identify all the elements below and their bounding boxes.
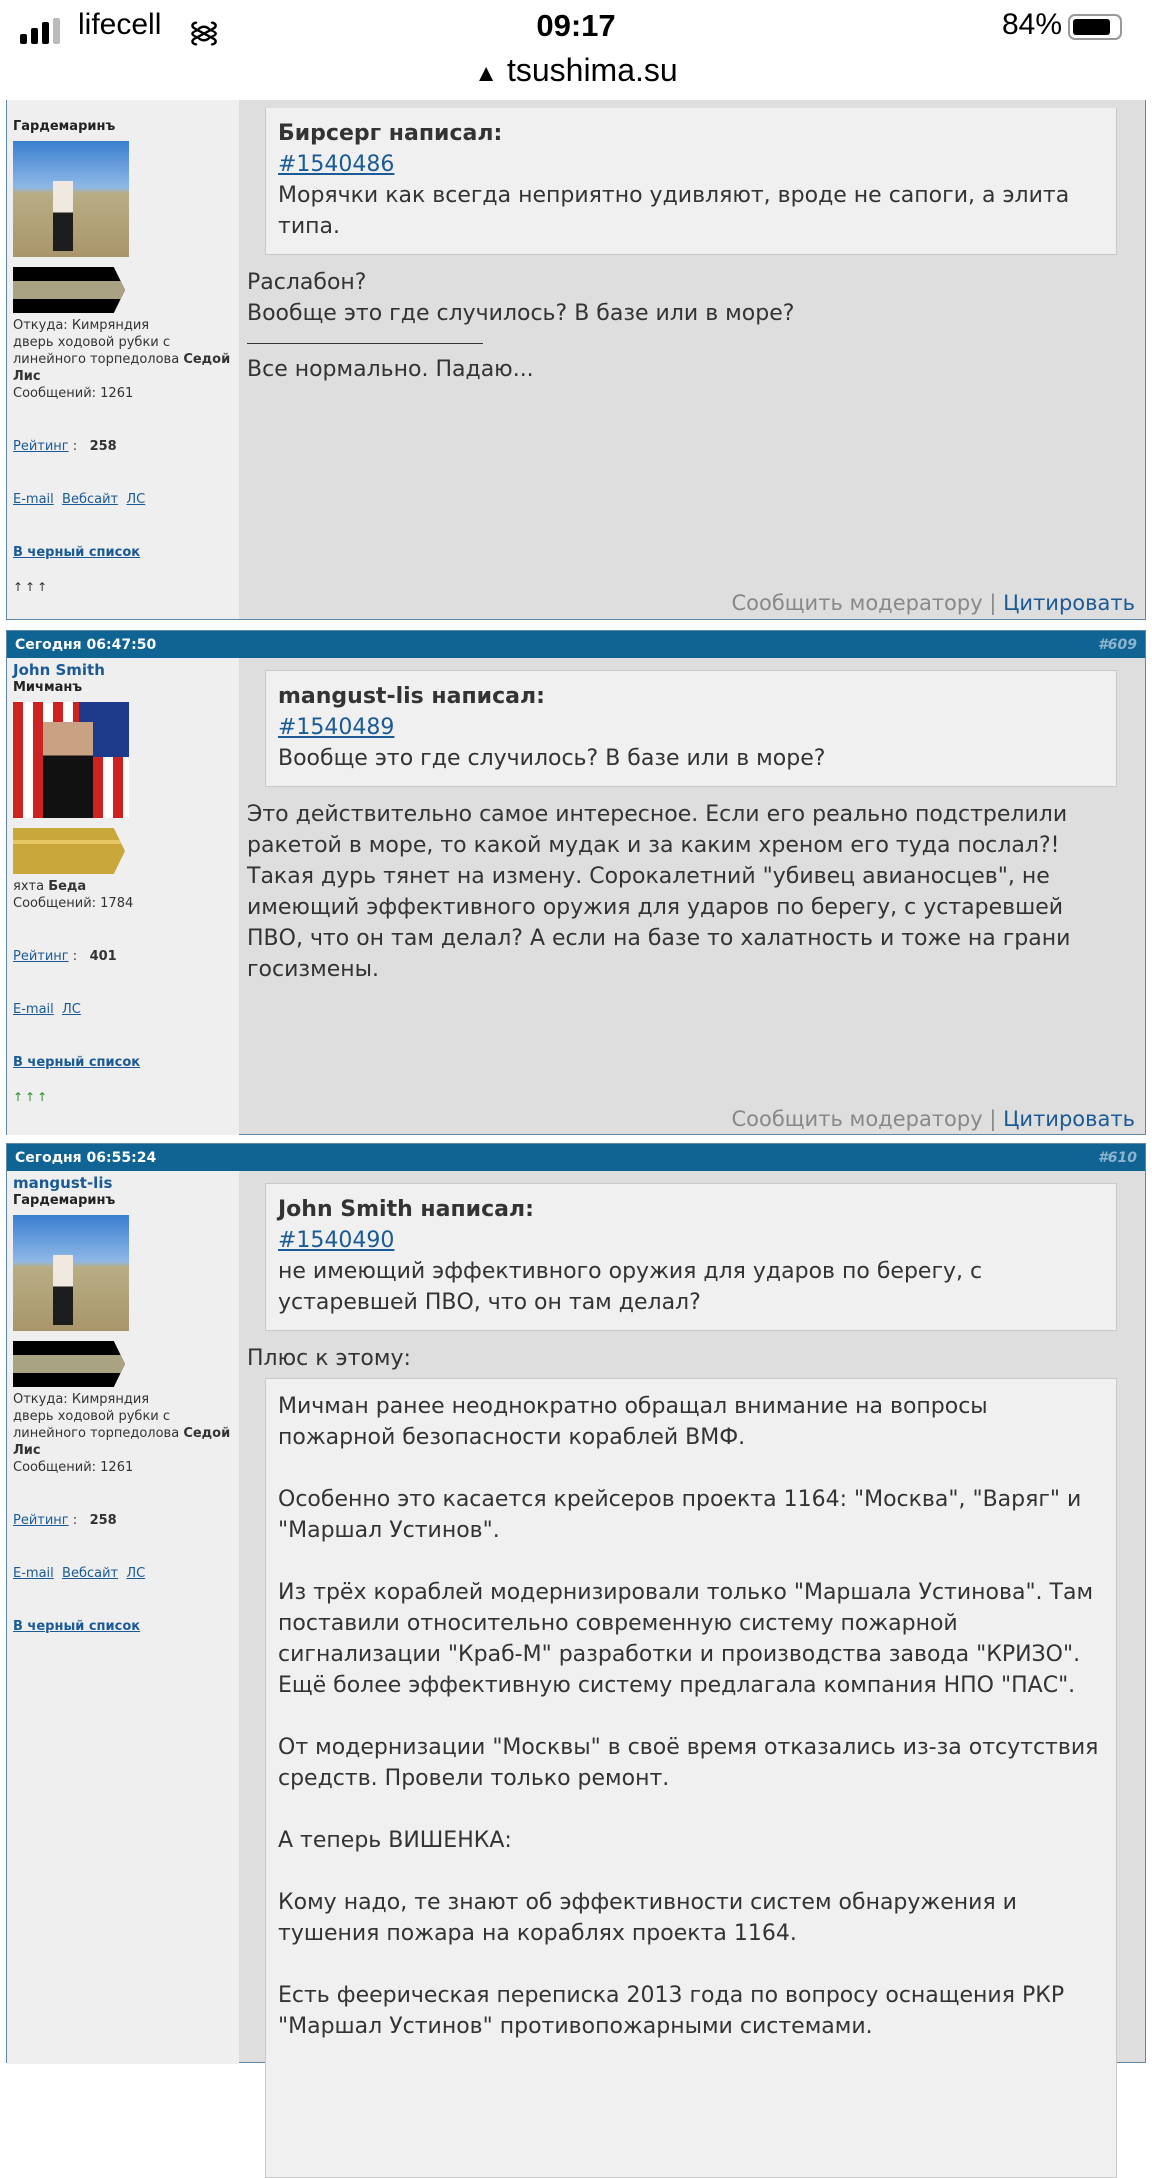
quote-block xyxy=(265,670,1117,787)
email-link[interactable]: E-mail xyxy=(13,1002,54,1017)
quote-paragraph: Мичман ранее неоднократно обращал внимание на вопросы пожарной безопасности кораблей ВМФ. xyxy=(278,1394,988,1450)
user-links xyxy=(13,491,233,508)
avatar[interactable] xyxy=(13,141,129,257)
post-date: Сегодня 06:55:24 xyxy=(15,1149,157,1166)
rating: Рейтинг : 401 xyxy=(13,949,117,964)
quote-text: Морячки как всегда неприятно удивляют, вроде не сапоги, а элита типа. xyxy=(278,183,1070,239)
post-text: Это действительно самое интересное. Если его реально подстрелили ракетой в море, то какой мудак и за каким хреном его туда послал?! Такая дурь тянет на измену. Сорокалетний "убивец авианосцев", не имеющий эффективного оружия для ударов по берегу, с устаревшей ПВО, что он там делал? А если на базе то халатность и тоже на грани госизмены. xyxy=(247,802,1071,982)
user-signature: дверь ходовой рубки с линейного торпедолова Седой Лис xyxy=(13,335,231,384)
quote-block xyxy=(265,108,1117,255)
pm-link[interactable]: ЛС xyxy=(62,1002,81,1017)
post-footer: Сообщить модератору | Цитировать xyxy=(731,591,1135,615)
rating: Рейтинг : 258 xyxy=(13,439,117,454)
website-link[interactable]: Вебсайт xyxy=(62,1566,119,1581)
rank-epaulet xyxy=(13,828,125,874)
quote-paragraph: Есть феерическая переписка 2013 года по вопросу оснащения РКР "Маршал Устинов" противопожарными системами. xyxy=(278,1983,1065,2039)
user-info xyxy=(7,1171,239,2064)
warning-triangle-icon: ▲ xyxy=(474,60,499,87)
post-text: Раслабон? xyxy=(247,270,367,295)
post-text: Вообще это где случилось? В базе или в море? xyxy=(247,301,795,326)
rank-epaulet xyxy=(13,267,125,313)
user-location: Откуда: Кимряндия xyxy=(13,1392,150,1407)
username[interactable]: John Smith xyxy=(13,661,105,679)
pm-link[interactable]: ЛС xyxy=(126,492,146,507)
post-text: Плюс к этому: xyxy=(247,1346,411,1371)
post-header xyxy=(7,1144,1145,1171)
blacklist-link[interactable]: В черный список xyxy=(13,545,141,560)
post xyxy=(6,100,1146,620)
user-location: яхта Беда xyxy=(13,879,87,894)
quote-paragraph: А теперь ВИШЕНКА: xyxy=(278,1828,512,1853)
quote-link[interactable]: #1540486 xyxy=(278,152,395,177)
user-location: Откуда: Кимряндия xyxy=(13,318,150,333)
post-header xyxy=(7,631,1145,658)
user-rank: Мичманъ xyxy=(13,680,83,695)
post-footer: Сообщить модератору | Цитировать xyxy=(731,1107,1135,1131)
post xyxy=(6,630,1146,1135)
rating-link[interactable]: Рейтинг xyxy=(13,1513,69,1528)
user-links xyxy=(13,1001,233,1018)
email-link[interactable]: E-mail xyxy=(13,492,54,507)
quote-link[interactable]: #1540490 xyxy=(278,1228,395,1253)
quote-author: Бирсерг написал: xyxy=(278,121,503,146)
quote-text: не имеющий эффективного оружия для ударов по берегу, с устаревшей ПВО, что он там делал? xyxy=(278,1259,983,1315)
url-text: tsushima.su xyxy=(506,52,678,88)
rating-link[interactable]: Рейтинг xyxy=(13,949,69,964)
blacklist-link[interactable]: В черный список xyxy=(13,1055,141,1070)
rating-link[interactable]: Рейтинг xyxy=(13,439,69,454)
website-link[interactable]: Вебсайт xyxy=(62,492,119,507)
user-info xyxy=(7,658,239,1135)
user-rank: Гардемаринъ xyxy=(13,1193,116,1208)
user-signature: дверь ходовой рубки с линейного торпедолова Седой Лис xyxy=(13,1409,231,1458)
quote-paragraph: Из трёх кораблей модернизировали только "Маршала Устинова". Там поставили относительно современную систему пожарной сигнализации "Краб-М" разработки и производства завода "КРИЗО". Ещё более эффективную систему предлагала компания НПО "ПАС". xyxy=(278,1580,1094,1698)
quote-paragraph: От модернизации "Москвы" в своё время отказались из-за отсутствия средств. Провели только ремонт. xyxy=(278,1735,1099,1791)
quote-button[interactable]: Цитировать xyxy=(1003,591,1135,615)
report-button[interactable]: Сообщить модератору xyxy=(731,1107,983,1131)
user-links xyxy=(13,1565,233,1582)
post-signature: Все нормально. Падаю... xyxy=(247,357,534,382)
rank-epaulet xyxy=(13,1341,125,1387)
quote-paragraph: Особенно это касается крейсеров проекта 1164: "Москва", "Варяг" и "Маршал Устинов". xyxy=(278,1487,1082,1543)
username[interactable]: mangust-lis xyxy=(13,1174,113,1192)
post-number[interactable]: #609 xyxy=(1098,636,1137,653)
rating: Рейтинг : 258 xyxy=(13,1513,117,1528)
wifi-icon: ᯼ xyxy=(188,15,221,50)
signature-divider xyxy=(247,343,483,344)
message-count: Сообщений: 1261 xyxy=(13,386,134,401)
quote-block xyxy=(265,1183,1117,1331)
report-button[interactable]: Сообщить модератору xyxy=(731,591,983,615)
status-bar xyxy=(0,0,1152,100)
user-rank: Гардемаринъ xyxy=(13,119,116,134)
email-link[interactable]: E-mail xyxy=(13,1566,54,1581)
post xyxy=(6,1143,1146,2063)
avatar[interactable] xyxy=(13,1215,129,1331)
battery-percent: 84% xyxy=(1001,8,1062,41)
quote-paragraph: Кому надо, те знают об эффективности систем обнаружения и тушения пожара на кораблях проекта 1164. xyxy=(278,1890,1017,1946)
carrier: lifecell xyxy=(78,8,162,41)
avatar[interactable] xyxy=(13,702,129,818)
user-info xyxy=(7,100,239,619)
battery-icon xyxy=(1068,14,1122,40)
post-date: Сегодня 06:47:50 xyxy=(15,636,157,653)
quote-text: Вообще это где случилось? В базе или в море? xyxy=(278,746,826,771)
quote-block xyxy=(265,1378,1117,2178)
message-count: Сообщений: 1784 xyxy=(13,896,134,911)
blacklist-link[interactable]: В черный список xyxy=(13,1619,141,1634)
address-bar[interactable] xyxy=(0,52,1152,89)
pm-link[interactable]: ЛС xyxy=(126,1566,146,1581)
message-count: Сообщений: 1261 xyxy=(13,1460,134,1475)
post-number[interactable]: #610 xyxy=(1098,1149,1137,1166)
quote-button[interactable]: Цитировать xyxy=(1003,1107,1135,1131)
quote-author: mangust-lis написал: xyxy=(278,684,545,709)
reputation-arrows: ↑↑↑ xyxy=(13,580,50,594)
quote-link[interactable]: #1540489 xyxy=(278,715,395,740)
clock: 09:17 xyxy=(536,8,616,43)
reputation-arrows: ↑↑↑ xyxy=(13,1090,50,1104)
quote-author: John Smith написал: xyxy=(278,1197,534,1222)
